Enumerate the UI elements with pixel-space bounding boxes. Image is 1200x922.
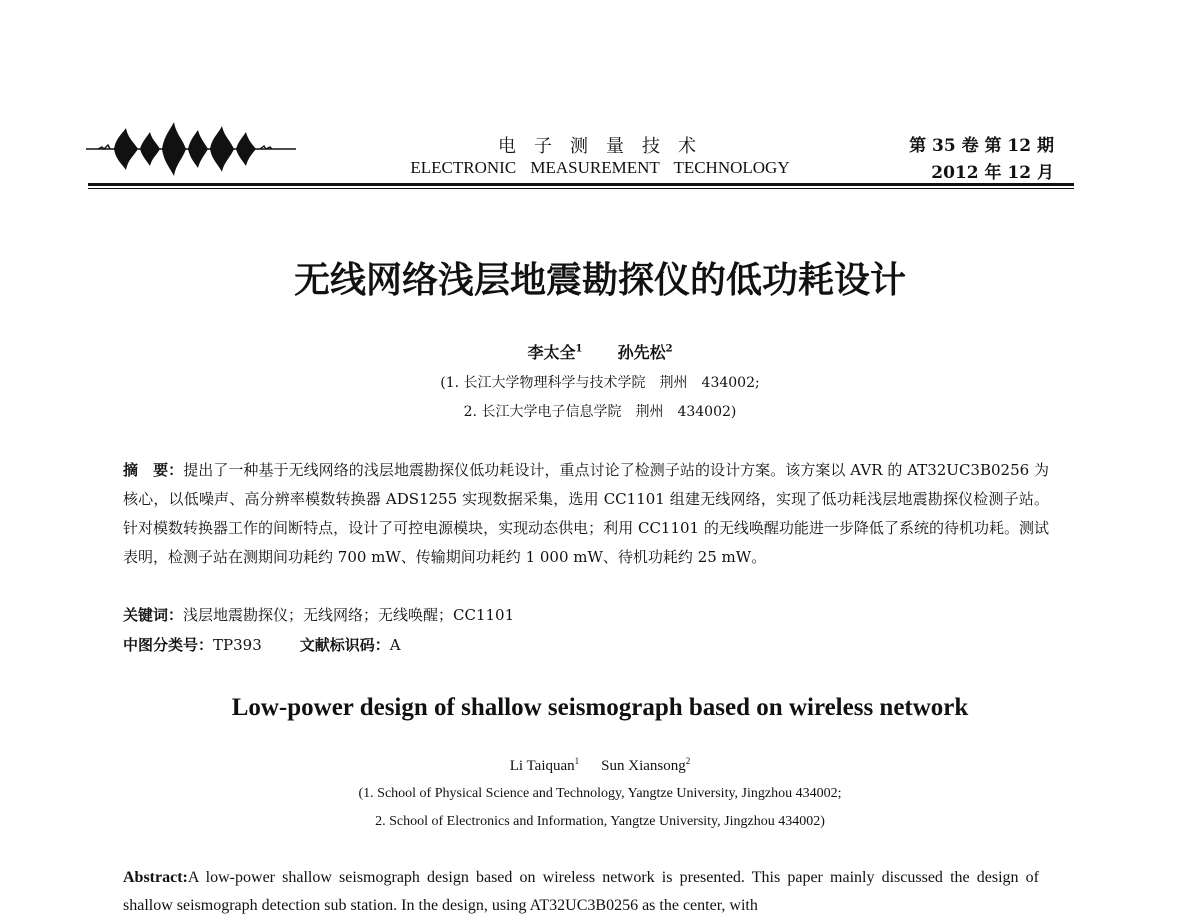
author-name: Sun Xiansong: [601, 758, 686, 774]
volume-issue: 第 35 卷 第 12 期: [909, 136, 1054, 156]
abstract-label-cn: 摘 要：: [123, 461, 184, 479]
clc-label: 中图分类号：: [123, 636, 214, 654]
author-name: Li Taiquan: [509, 758, 575, 774]
clc-value: TP393: [213, 636, 262, 654]
doc-code-label: 文献标识码：: [299, 636, 390, 654]
affiliation-cn: (1. 长江大学物理科学与技术学院 荆州 434002;: [440, 375, 760, 391]
keywords-text: 浅层地震勘探仪；无线网络；无线唤醒；CC1101: [183, 606, 515, 624]
abstract-text-cn: 提出了一种基于无线网络的浅层地震勘探仪低功耗设计，重点讨论了检测子站的设计方案。该方案以 AVR 的 AT32UC3B0256 为核心，以低噪声、高分辨率模数转换器 ADS1255 实现数据采集，选用 CC1101 组建无线网络，实现了低功耗浅层地震勘探仪检测子站。针对模数转换器工作的间断特点，设计了可控电源模块，实现动态供电；利用 CC1101 的无线唤醒功能进一步降低了系统的待机功耗。测试表明，检测子站在测期间功耗约 700 mW、传输期间功耗约 1 000 mW、待机功耗约 25 mW。: [123, 461, 1049, 566]
paper-title-cn: 无线网络浅层地震勘探仪的低功耗设计: [293, 260, 906, 301]
author-affiliation-mark: 1: [575, 343, 583, 355]
authors-en: [0, 756, 1200, 775]
keywords-label: 关键词：: [123, 606, 184, 624]
authors-cn: [0, 340, 1200, 363]
abstract-en: [123, 864, 1039, 920]
abstract-text-en: A low-power shallow seismograph design based on wireless network is presented. This paper mainly discussed the design of shallow seismograph detection sub station. In the design, using AT32UC3B0256 as the center, with: [123, 869, 1039, 914]
abstract-cn: [123, 456, 1049, 572]
keywords-cn: [123, 604, 514, 625]
abstract-label-en: Abstract:: [123, 869, 188, 886]
doc-code-value: A: [389, 636, 401, 654]
author-affiliation-mark: 2: [665, 343, 673, 355]
author-name: 孙先松: [617, 343, 666, 362]
author-name: 李太全: [527, 343, 576, 362]
affiliation-en: (1. School of Physical Science and Technology, Yangtze University, Jingzhou 434002;: [358, 786, 842, 801]
header-rule-thin: [88, 188, 1074, 189]
classification-line: [123, 634, 401, 655]
issue-date: 2012 年 12 月: [931, 163, 1054, 183]
journal-name-cn: 电子测量技术: [498, 136, 714, 157]
author-affiliation-mark: 1: [574, 756, 580, 766]
affiliation-cn: 2. 长江大学电子信息学院 荆州 434002): [463, 404, 737, 420]
journal-name-en: ELECTRONIC MEASUREMENT TECHNOLOGY: [410, 158, 790, 177]
header-rule-thick: [88, 183, 1074, 186]
paper-title-en: Low-power design of shallow seismograph based on wireless network: [231, 694, 969, 721]
affiliation-en: 2. School of Electronics and Information, Yangtze University, Jingzhou 434002): [375, 814, 825, 829]
author-affiliation-mark: 2: [685, 756, 691, 766]
